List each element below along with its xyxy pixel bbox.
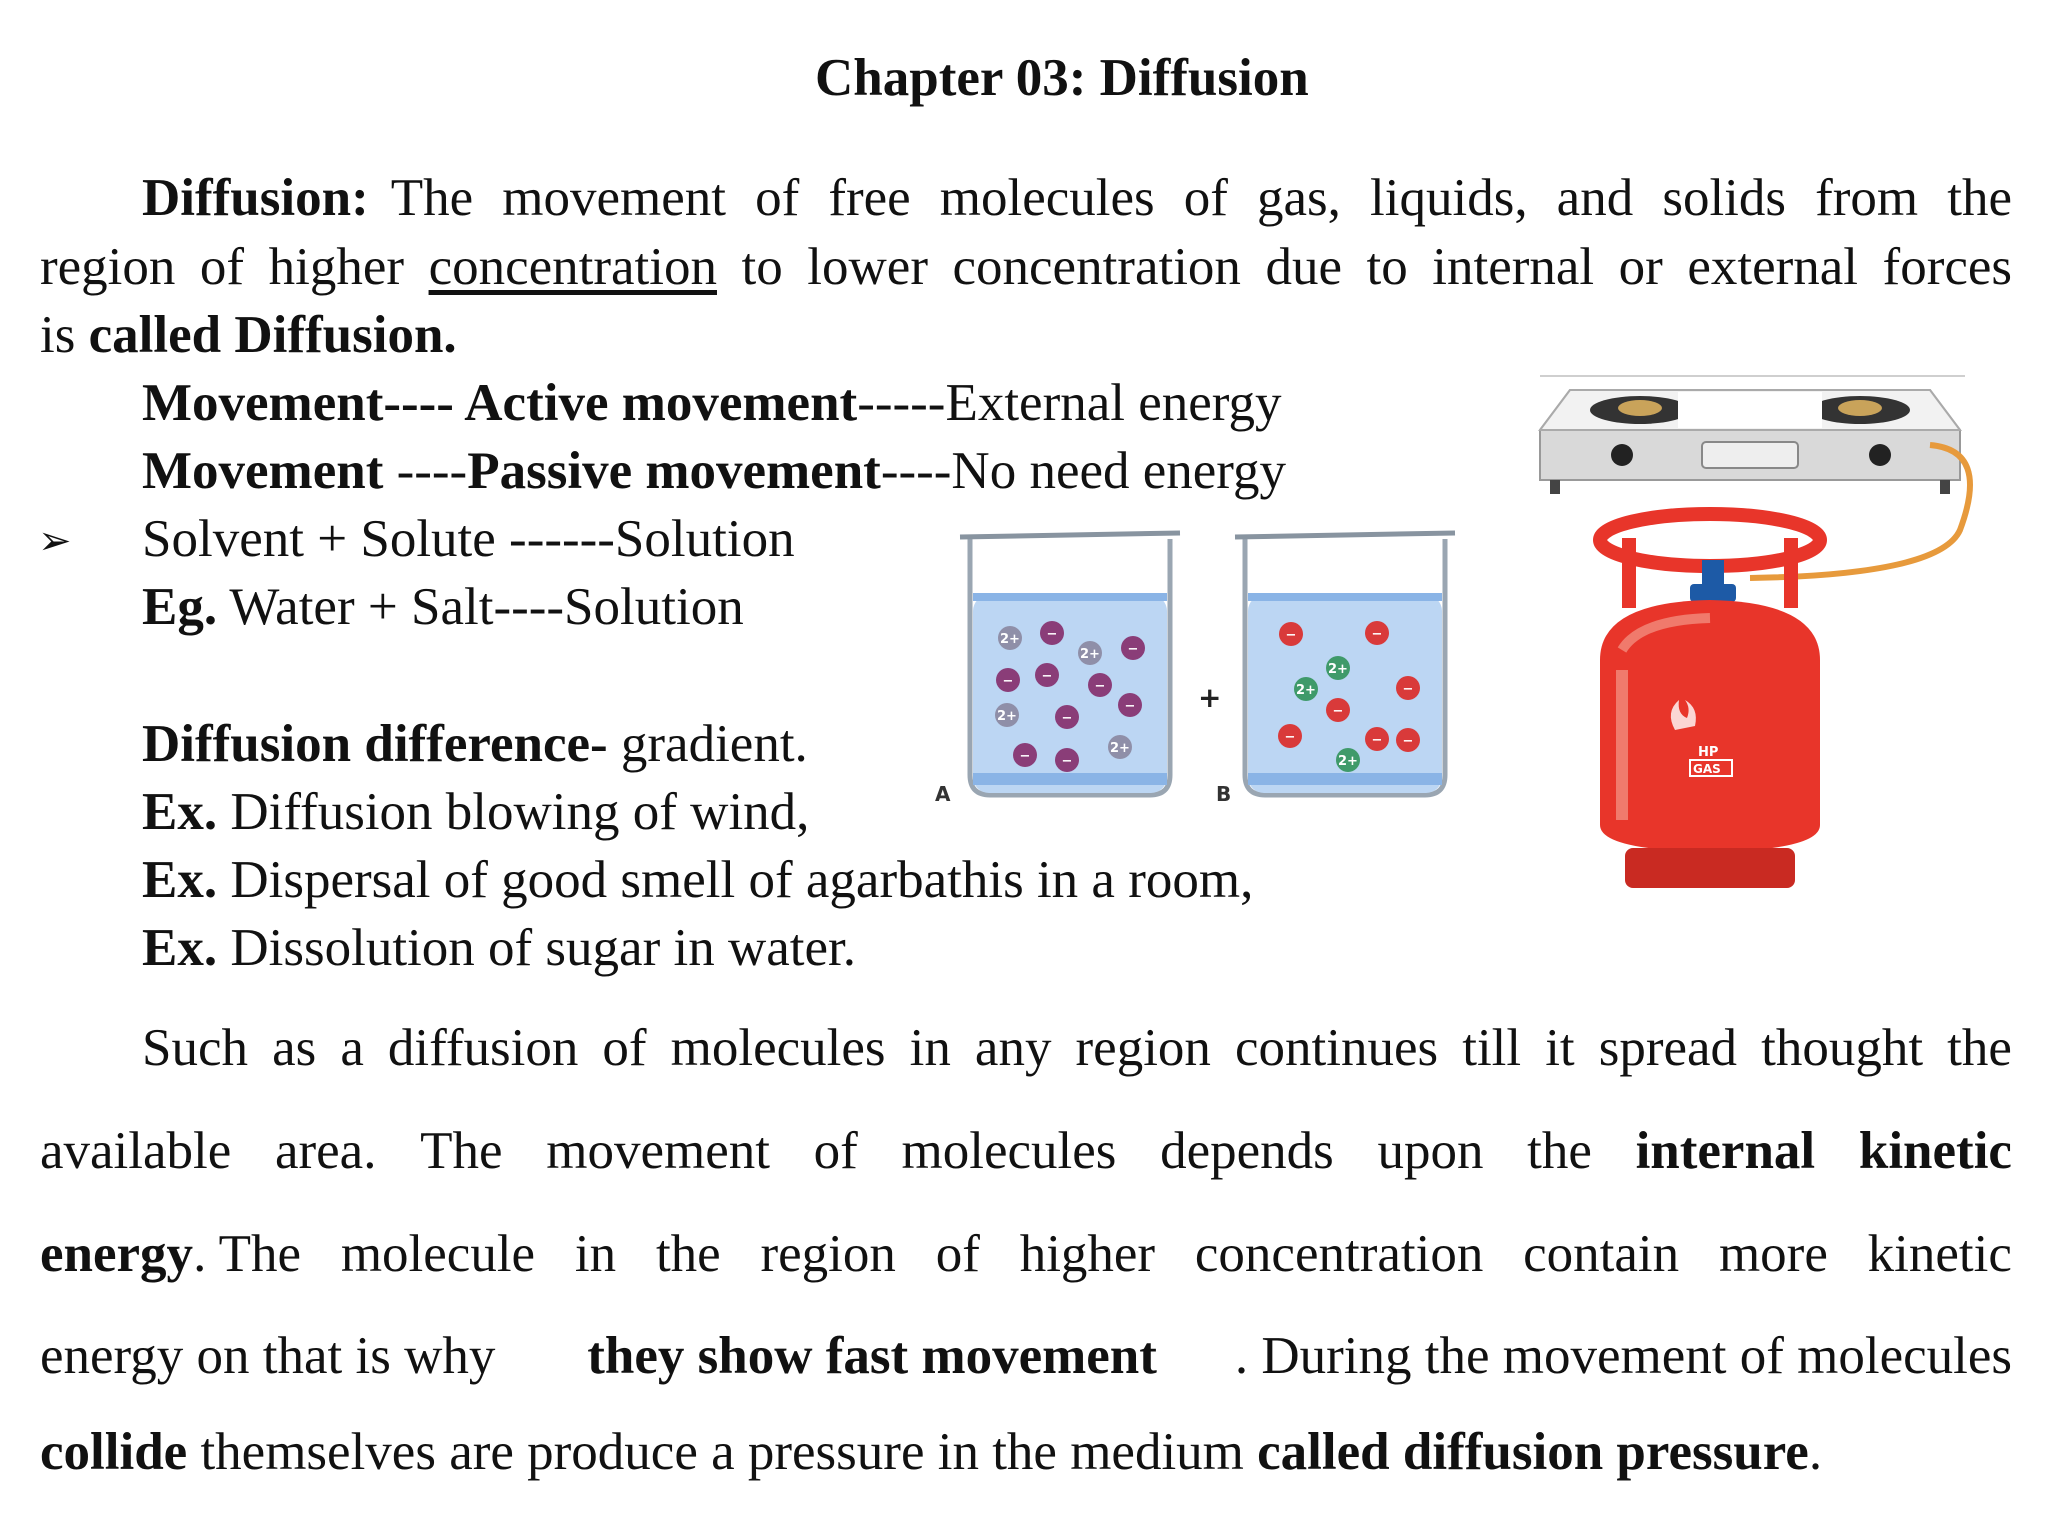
paragraph-word: more [1718,1225,1828,1283]
paragraph-word: kinetic [1867,1225,2012,1283]
paragraph-word: internal [1635,1122,1816,1180]
paragraph-word: region [1075,1019,1211,1077]
cation-icon [1078,641,1102,665]
svg-text:−: − [1371,627,1383,642]
svg-text:−: − [1371,733,1383,748]
paragraph-word: till [1462,1019,1522,1077]
anion-icon [1278,724,1302,748]
cation-icon [1108,735,1132,759]
paragraph-word: the [655,1225,721,1283]
paragraph-word: in [574,1225,617,1283]
paragraph-line-5: collide themselves are produce a pressure in the medium called diffusion pressure. [40,1423,1823,1481]
paragraph-word: higher [1019,1225,1156,1283]
paragraph-word: of [602,1019,647,1077]
paragraph-word: available [40,1122,232,1180]
paragraph-word: thought [1761,1019,1924,1077]
beaker-label-b: B [1216,782,1232,806]
paragraph-word: kinetic [1858,1122,2012,1180]
definition-term: Diffusion: [142,169,369,227]
definition-line-3: is called Diffusion. [40,306,457,364]
paragraph-word: movement [546,1122,770,1180]
svg-text:2+: 2+ [1296,683,1316,698]
paragraph-word: it [1545,1019,1575,1077]
cation-icon [1294,677,1318,701]
definition-line-1-rest: The movement of free molecules of gas, liquids, and solids from the [390,169,2012,227]
example-item: Ex. Dispersal of good smell of agarbathis in a room, [142,851,1254,909]
paragraph-word: region [760,1225,896,1283]
svg-text:−: − [1284,730,1296,745]
cation-icon [995,703,1019,727]
plus-sign: + [1198,681,1222,714]
anion-icon [1055,748,1079,772]
anion-icon [1055,705,1079,729]
solution-line: Solvent + Solute ------Solution [142,510,795,568]
beaker-label-a: A [935,782,951,806]
svg-text:2+: 2+ [1338,754,1358,769]
definition-line-1 [40,168,2012,228]
definition-line-2: region of higher concentration to lower concentration due to internal or external forces [40,238,2013,296]
paragraph-word: molecule [340,1225,536,1283]
paragraph-word: diffusion [387,1019,579,1077]
paragraph-line-4: energy on that is why they show fast movement . During the movement of molecules [40,1327,2012,1385]
svg-text:−: − [1124,699,1136,714]
cation-icon [998,626,1022,650]
svg-text:−: − [1332,704,1344,719]
paragraph-word: contain [1523,1225,1680,1283]
paragraph-word: as [272,1019,317,1077]
anion-icon [1326,698,1350,722]
concentration-underlined: concentration [428,238,717,296]
anion-icon [1365,621,1389,645]
cation-icon [1326,656,1350,680]
paragraph-word: of [935,1225,980,1283]
paragraph-word: any [974,1019,1052,1077]
paragraph-word: in [909,1019,951,1077]
anion-icon [1396,676,1420,700]
svg-text:−: − [1127,642,1139,657]
svg-text:−: − [1019,749,1031,764]
paragraph-word: upon [1377,1122,1484,1180]
anion-icon [1013,743,1037,767]
paragraph-word: The [420,1122,503,1180]
gradient-line: Diffusion difference- gradient. [142,715,808,773]
anion-icon [1365,727,1389,751]
paragraph-word: energy. The [40,1225,302,1283]
svg-text:2+: 2+ [1328,662,1348,677]
anion-icon [1035,663,1059,687]
gas-stove-cylinder-illustration [1530,370,1970,900]
solution-example: Eg. Water + Salt----Solution [142,578,744,636]
anion-icon [1121,636,1145,660]
passive-movement-line: Movement ----Passive movement----No need energy [142,442,1286,500]
svg-text:2+: 2+ [1110,741,1130,756]
cation-icon [1336,748,1360,772]
paragraph-word: the [1527,1122,1592,1180]
anion-icon [1118,693,1142,717]
anion-icon [1279,622,1303,646]
svg-text:−: − [1094,679,1106,694]
paragraph-word: Such [142,1019,248,1077]
svg-text:−: − [1402,734,1414,749]
paragraph-word: spread [1598,1019,1738,1077]
anion-icon [996,668,1020,692]
paragraph-word: the [1947,1019,2012,1077]
paragraph-word: molecules [670,1019,886,1077]
gas-stove [1540,376,1965,494]
anion-icon [1396,728,1420,752]
bullet-arrow-icon: ➢ [38,518,72,564]
svg-text:−: − [1002,674,1014,689]
cylinder-logo-bottom: GAS [1693,762,1721,776]
svg-text:2+: 2+ [1080,647,1100,662]
anion-icon [1088,673,1112,697]
svg-text:−: − [1285,628,1297,643]
paragraph-word: continues [1235,1019,1439,1077]
paragraph-word: of [813,1122,858,1180]
paragraph-word: molecules [901,1122,1117,1180]
anion-icon [1040,621,1064,645]
paragraph-word: a [340,1019,364,1077]
svg-text:2+: 2+ [1000,632,1020,647]
paragraph-line-3 [40,1224,2012,1284]
active-movement-line: Movement---- Active movement-----External energy [142,374,1282,432]
paragraph-word: concentration [1194,1225,1484,1283]
example-item: Ex. Diffusion blowing of wind, [142,783,810,841]
page-title: Chapter 03: Diffusion [815,49,1309,107]
paragraph-line-2 [40,1121,2012,1181]
example-item: Ex. Dissolution of sugar in water. [142,919,856,977]
cylinder-logo-top: HP [1698,745,1719,760]
svg-text:−: − [1061,711,1073,726]
svg-text:−: − [1402,682,1414,697]
beakers-illustration [930,525,1450,815]
paragraph-word: depends [1160,1122,1334,1180]
svg-text:−: − [1041,669,1053,684]
svg-text:2+: 2+ [997,709,1017,724]
paragraph-word: area. [274,1122,377,1180]
paragraph-line-1 [142,1018,2012,1078]
gas-cylinder [1600,514,1820,888]
svg-text:−: − [1046,627,1058,642]
svg-text:−: − [1061,754,1073,769]
